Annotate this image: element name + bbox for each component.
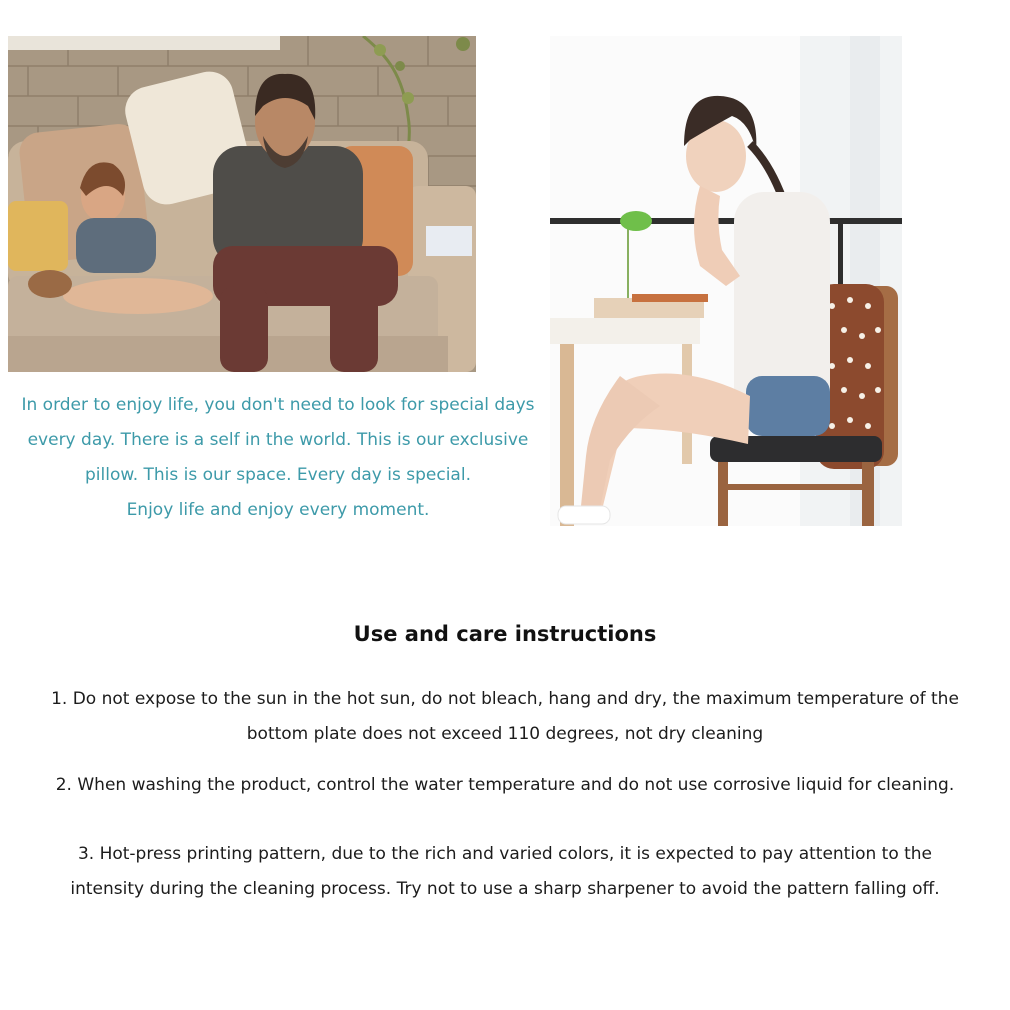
- quote-line: pillow. This is our space. Every day is special.: [85, 465, 471, 485]
- care-item-3-line: intensity during the cleaning process. Try not to use a sharp sharpener to avoid the pattern falling off.: [70, 879, 940, 899]
- care-item-3: [30, 837, 980, 907]
- quote-line: In order to enjoy life, you don't need to look for special days: [21, 395, 535, 415]
- family-sofa-photo: [8, 36, 476, 372]
- quote-line: Enjoy life and enjoy every moment.: [126, 500, 430, 520]
- family-sofa-illustration: [8, 36, 476, 372]
- care-item-1-line: 1. Do not expose to the sun in the hot sun, do not bleach, hang and dry, the maximum temperature of the: [51, 689, 959, 709]
- care-item-1-line: bottom plate does not exceed 110 degrees, not dry cleaning: [246, 724, 764, 744]
- care-instructions-title: Use and care instructions: [353, 622, 657, 646]
- woman-chair-illustration: [550, 36, 902, 526]
- care-item-3-line: 3. Hot-press printing pattern, due to the rich and varied colors, it is expected to pay attention to the: [77, 844, 933, 864]
- care-item-2: [30, 768, 980, 803]
- woman-chair-photo: [550, 36, 902, 526]
- care-item-2-line: 2. When washing the product, control the water temperature and do not use corrosive liquid for cleaning.: [55, 775, 955, 795]
- care-item-1: [30, 682, 980, 752]
- lifestyle-quote: [8, 388, 548, 528]
- quote-line: every day. There is a self in the world. This is our exclusive: [27, 430, 529, 450]
